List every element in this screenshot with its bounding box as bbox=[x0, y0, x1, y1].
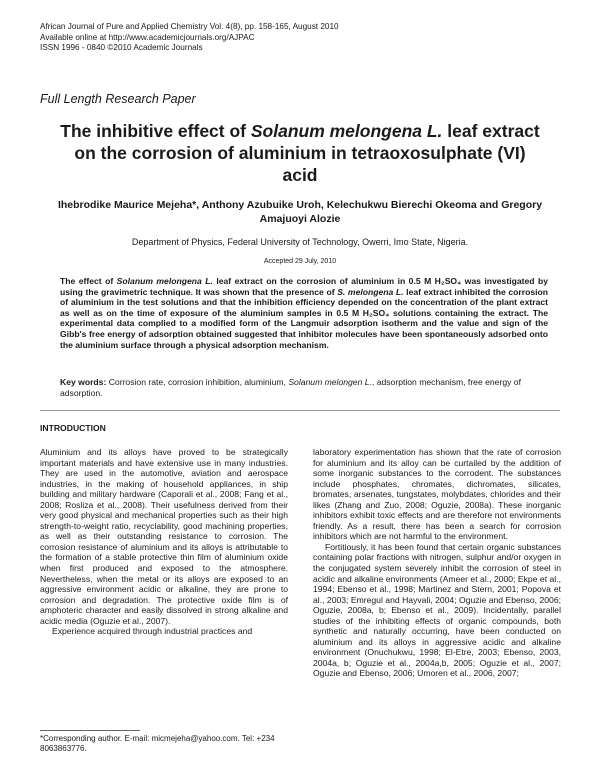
abstract-species: Solanum melongena L. bbox=[116, 276, 213, 286]
section-heading: INTRODUCTION bbox=[40, 423, 106, 433]
affiliation: Department of Physics, Federal University of Technology, Owerri, Imo State, Nigeria. bbox=[131, 237, 469, 247]
title-part-1: The inhibitive effect of bbox=[60, 121, 251, 141]
footnote-rule bbox=[40, 730, 140, 731]
paper-type: Full Length Research Paper bbox=[40, 92, 196, 106]
paper-title bbox=[60, 120, 540, 186]
paragraph: Fortitiously, it has been found that certain organic substances containing polar fractions with nitrogen, sulphur and/or oxygen in the conjugated system severely inhibit the corrosion of steel in acidic and alkaline environments (Ameer et al., 2000; Ekpe et al., 1994; Ebenso et al., 1998; Martinez and Stern, 2001; Popova et al., 2003; Emregul and Hayvali, 2004; Oguzie and Ebenso, 2006; Oguzie, 2008a, b; Ebenso et al., 2009). Incidentally, parallel studies of the inhibiting effects of organic compounds, both synthetic and naturally occurring, have been conducted on aluminium and its alloys in aggressive acidic and alkaline environment (Onuchukwu, 1998; El-Etre, 2003; Ebenso, 2003, 2004a, b; Oguzie et al., 2004a,b, 2005; Oguzie et al., 2007; Oguzie and Ebenso, 2006; Umoren et al., 2006, 2007; bbox=[313, 541, 561, 679]
accepted-date: Accepted 29 July, 2010 bbox=[263, 258, 337, 265]
keywords-species: Solanum melongen L. bbox=[288, 377, 372, 387]
paragraph: laboratory experimentation has shown that the rate of corrosion for aluminium and its alloy can be curtailed by the addition of some inorganic substances to the corrodent. The substances include phosphates, chromates, dichromates, silicates, bromates, arsenates, tungstates, molybdates, chlorides and their likes (Zhang and Zuo, 2008; Oguzie, 2008a). These inorganic inhibitors exhibit toxic effects and are therefore not environments friendly. As a result, there has been a search for corrosion inhibitors which are not harmful to the environment. bbox=[313, 447, 561, 542]
journal-header bbox=[40, 22, 339, 54]
abstract-text: leaf extract inhibited the corrosion of aluminium in the test solutions and that the inhibition efficiency depended on the concentration of the plant extract as well as on the time of exposure of the aluminium samples in 0.5 M H₂SO₄ solutions containing the extract. The experimental data complied to a modified form of the Langmuir adsorption isotherm and the value and sign of the Gibb's free energy of adsorption obtained suggested that inhibitor molecules have been spontaneously adsorbed onto the aluminium surface through a physical adsorption mechanism. bbox=[60, 286, 549, 350]
paragraph: Experience acquired through industrial practices and bbox=[52, 626, 253, 637]
keywords-text: , adsorption mechanism, free energy of adsorption. bbox=[60, 377, 521, 398]
title-species: Solanum melongena L. bbox=[250, 121, 443, 141]
abstract bbox=[60, 276, 548, 350]
author-list: Ihebrodike Maurice Mejeha*, Anthony Azubuike Uroh, Kelechukwu Bierechi Okeoma and Gregory Amajuoyi Alozie bbox=[57, 199, 543, 225]
body-column-left bbox=[40, 447, 288, 637]
abstract-species: S. melongena L. bbox=[337, 286, 404, 297]
journal-url: Available online at http://www.academicjournals.org/AJPAC bbox=[40, 32, 255, 42]
keywords-text: Corrosion rate, corrosion inhibition, aluminium, bbox=[106, 377, 289, 387]
journal-citation: African Journal of Pure and Applied Chemistry Vol. 4(8), pp. 158-165, August 2010 bbox=[40, 22, 339, 31]
abstract-text: The effect of bbox=[60, 276, 117, 286]
keywords bbox=[60, 377, 548, 399]
paragraph: Aluminium and its alloys have proved to be strategically important materials and have extensive use in many industries. They are used in the automotive, aviation and aerospace industries, in the making of household appliances, in ship building and military hardware (Caporali et al., 2008; Fang et al., 2008; Rosliza et al., 2008). Their usefulness derived from their very good physical and mechanical properties such as their high strength-to-weight ratio, recyclability, good machining properties, as well as their outstanding resistance to corrosion. The corrosion resistance of aluminium and its alloys is attributable to the formation of a stable protective thin film of aluminium oxide when first produced and exposed to the atmosphere. Nevertheless, when the metal or its alloys are exposed to an aggressive environment acidic or alkaline, they are prone to corrosion and degradation. The protective oxide film is of amphoteric character and easily dissolved in strong alkaline and acidic media (Oguzie et al., 2007). bbox=[40, 447, 288, 626]
title-part-2: leaf extract on the corrosion of aluminium in tetraoxosulphate (VI) acid bbox=[74, 121, 540, 185]
journal-issn: ISSN 1996 - 0840 ©2010 Academic Journals bbox=[40, 43, 203, 52]
keywords-label: Key words: bbox=[60, 377, 107, 387]
corresponding-author-footnote: *Corresponding author. E-mail: micmejeha@yahoo.com. Tel: +234 8063863776. bbox=[40, 734, 275, 753]
abstract-text: leaf extract on the corrosion of aluminium in 0.5 M H₂SO₄ was investigated by using the gravimetric technique. It was shown that the presence of bbox=[60, 276, 548, 297]
body-column-right bbox=[313, 447, 561, 679]
section-divider bbox=[40, 410, 560, 411]
